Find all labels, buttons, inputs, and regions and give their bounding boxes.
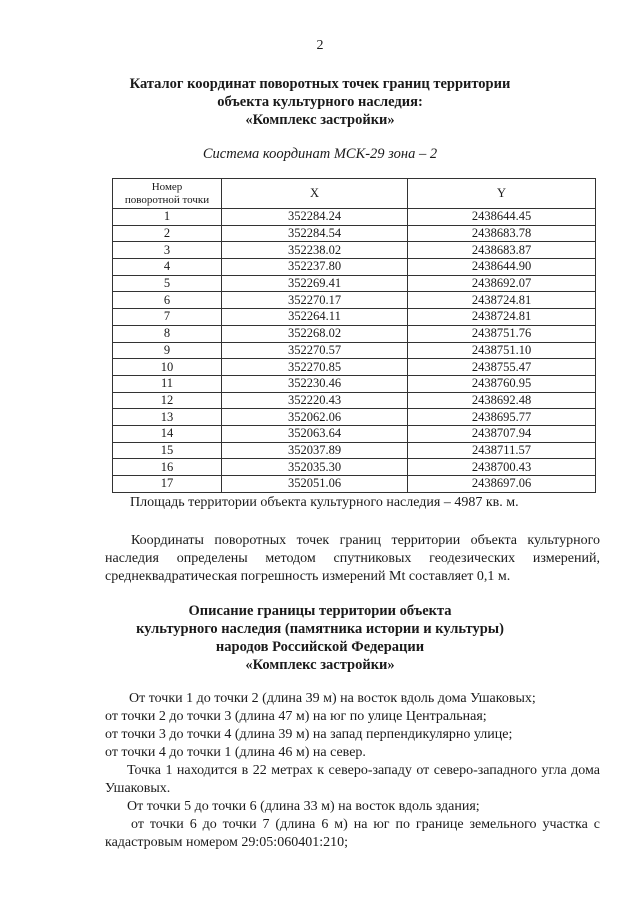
header-point-line-1: Номер xyxy=(151,180,183,193)
cell-y: 2438751.10 xyxy=(408,342,596,359)
table-row xyxy=(113,359,596,376)
header-x: X xyxy=(222,179,408,209)
cell-point-number: 1 xyxy=(113,209,222,226)
table-row xyxy=(113,409,596,426)
cell-x: 352230.46 xyxy=(222,375,408,392)
table-row xyxy=(113,242,596,259)
catalog-title-line-3: «Комплекс застройки» xyxy=(245,112,395,128)
route-line-1: От точки 1 до точки 2 (длина 39 м) на восток вдоль дома Ушаковых; xyxy=(129,691,536,706)
accuracy-text: Координаты поворотных точек границ территории объекта культурного наследия определены методом спутниковых геодезических измерений, среднеквадратическая погрешность измерений Mt составляет 0,1 м. xyxy=(105,533,600,584)
coordinate-system: Система координат МСК-29 зона – 2 xyxy=(202,146,438,162)
cell-x: 352270.17 xyxy=(222,292,408,309)
table-row xyxy=(113,476,596,493)
cell-y: 2438692.07 xyxy=(408,275,596,292)
cell-point-number: 3 xyxy=(113,242,222,259)
cell-y: 2438700.43 xyxy=(408,459,596,476)
cell-x: 352284.54 xyxy=(222,225,408,242)
cell-point-number: 6 xyxy=(113,292,222,309)
cell-y: 2438695.77 xyxy=(408,409,596,426)
table-row xyxy=(113,442,596,459)
header-y: Y xyxy=(408,179,596,209)
area-text: Площадь территории объекта культурного наследия – 4987 кв. м. xyxy=(130,495,519,510)
cell-point-number: 9 xyxy=(113,342,222,359)
cell-point-number: 10 xyxy=(113,359,222,376)
cell-y: 2438724.81 xyxy=(408,292,596,309)
cell-x: 352035.30 xyxy=(222,459,408,476)
description-title xyxy=(0,602,640,674)
catalog-title xyxy=(0,75,640,129)
cell-y: 2438683.78 xyxy=(408,225,596,242)
cell-y: 2438707.94 xyxy=(408,425,596,442)
accuracy-paragraph xyxy=(105,532,600,586)
cell-x: 352270.85 xyxy=(222,359,408,376)
cell-point-number: 8 xyxy=(113,325,222,342)
cell-x: 352268.02 xyxy=(222,325,408,342)
route-line-5: Точка 1 находится в 22 метрах к северо-западу от северо-западного угла дома Ушаковых. xyxy=(105,763,600,796)
cell-point-number: 12 xyxy=(113,392,222,409)
table-row xyxy=(113,459,596,476)
page-number: 2 xyxy=(316,38,324,53)
cell-x: 352270.57 xyxy=(222,342,408,359)
cell-y: 2438644.90 xyxy=(408,259,596,276)
cell-x: 352220.43 xyxy=(222,392,408,409)
cell-point-number: 15 xyxy=(113,442,222,459)
table-row xyxy=(113,292,596,309)
table-body xyxy=(113,209,596,493)
cell-x: 352063.64 xyxy=(222,425,408,442)
cell-x: 352264.11 xyxy=(222,309,408,326)
cell-x: 352037.89 xyxy=(222,442,408,459)
table-row xyxy=(113,392,596,409)
cell-point-number: 13 xyxy=(113,409,222,426)
cell-y: 2438755.47 xyxy=(408,359,596,376)
cell-point-number: 11 xyxy=(113,375,222,392)
header-point-line-2: поворотной точки xyxy=(124,193,210,206)
table-row xyxy=(113,342,596,359)
cell-point-number: 7 xyxy=(113,309,222,326)
cell-y: 2438692.48 xyxy=(408,392,596,409)
table-header-row xyxy=(113,179,596,209)
cell-point-number: 17 xyxy=(113,476,222,493)
description-title-line-1: Описание границы территории объекта xyxy=(188,603,452,619)
table-row xyxy=(113,209,596,226)
catalog-title-line-2: объекта культурного наследия: xyxy=(217,94,423,110)
cell-y: 2438751.76 xyxy=(408,325,596,342)
cell-point-number: 2 xyxy=(113,225,222,242)
cell-point-number: 16 xyxy=(113,459,222,476)
cell-x: 352051.06 xyxy=(222,476,408,493)
cell-y: 2438724.81 xyxy=(408,309,596,326)
table-row xyxy=(113,425,596,442)
table-row xyxy=(113,375,596,392)
cell-y: 2438711.57 xyxy=(408,442,596,459)
cell-x: 352269.41 xyxy=(222,275,408,292)
catalog-title-line-1: Каталог координат поворотных точек границ территории xyxy=(129,76,511,92)
table-row xyxy=(113,259,596,276)
cell-x: 352237.80 xyxy=(222,259,408,276)
cell-y: 2438760.95 xyxy=(408,375,596,392)
description-title-line-2: культурного наследия (памятника истории и культуры) xyxy=(136,621,504,637)
route-line-2: от точки 2 до точки 3 (длина 47 м) на юг по улице Центральная; xyxy=(105,709,487,724)
cell-x: 352284.24 xyxy=(222,209,408,226)
cell-point-number: 4 xyxy=(113,259,222,276)
header-point-number xyxy=(113,179,222,209)
cell-point-number: 14 xyxy=(113,425,222,442)
route-line-7: от точки 6 до точки 7 (длина 6 м) на юг по границе земельного участка с кадастровым номером 29:05:060401:210; xyxy=(105,817,600,850)
coordinates-table xyxy=(112,178,596,493)
cell-point-number: 5 xyxy=(113,275,222,292)
table-row xyxy=(113,309,596,326)
route-line-6: От точки 5 до точки 6 (длина 33 м) на восток вдоль здания; xyxy=(127,799,480,814)
cell-x: 352238.02 xyxy=(222,242,408,259)
table-row xyxy=(113,325,596,342)
description-title-line-3: народов Российской Федерации xyxy=(215,639,425,655)
route-line-3: от точки 3 до точки 4 (длина 39 м) на запад перпендикулярно улице; xyxy=(105,727,513,742)
route-line-4: от точки 4 до точки 1 (длина 46 м) на север. xyxy=(105,745,366,760)
cell-y: 2438644.45 xyxy=(408,209,596,226)
route-description xyxy=(105,690,600,852)
cell-y: 2438683.87 xyxy=(408,242,596,259)
cell-x: 352062.06 xyxy=(222,409,408,426)
table-row xyxy=(113,275,596,292)
table-row xyxy=(113,225,596,242)
description-title-line-4: «Комплекс застройки» xyxy=(245,657,395,673)
cell-y: 2438697.06 xyxy=(408,476,596,493)
